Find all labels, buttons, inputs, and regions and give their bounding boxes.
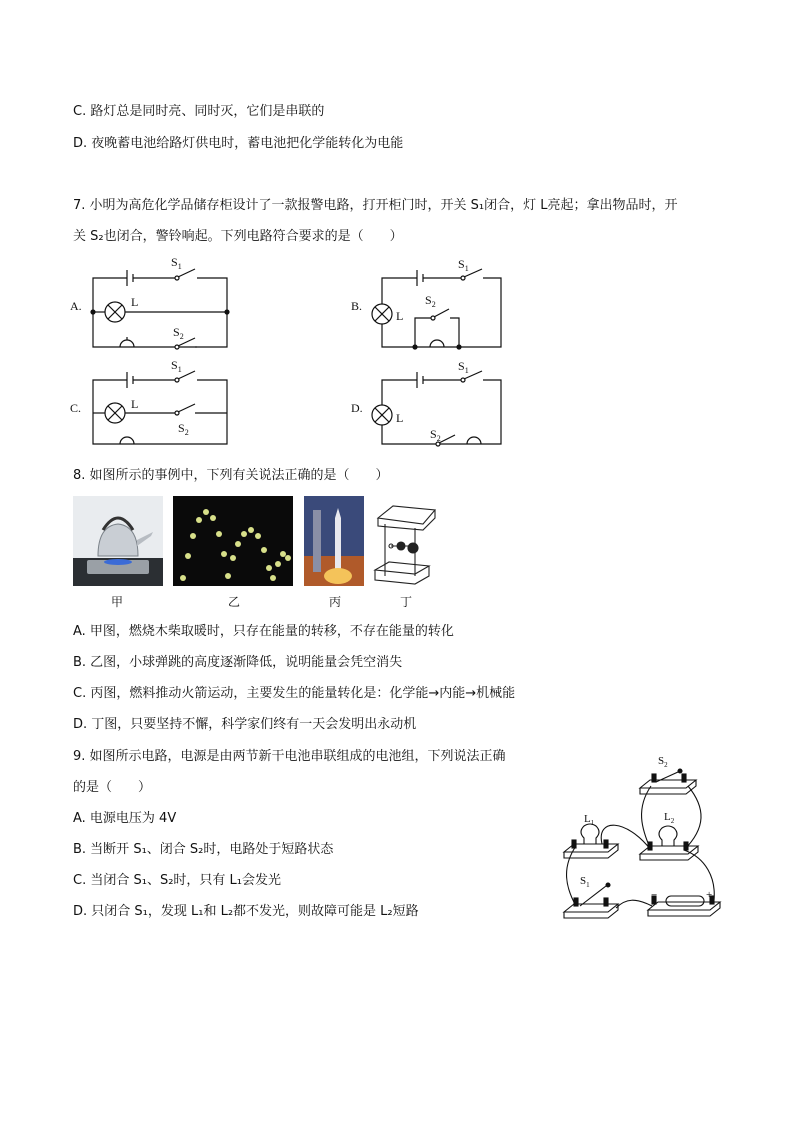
circuit-c-s2-label: $S_2$ <box>178 421 189 437</box>
q9-option-a: A. 电源电压为 4V <box>73 811 177 826</box>
q9-stem-line1: 9. 如图所示电路，电源是由两节新干电池串联组成的电池组，下列说法正确 <box>73 749 506 764</box>
circuit-b-label: B. <box>351 299 363 313</box>
q7-stem-line1: 7. 小明为高危化学品储存柜设计了一款报警电路，打开柜门时，开关 S₁闭合，灯 L亮起；拿出物品时，开 <box>73 198 678 213</box>
circuit-b-lamp-label: L <box>396 309 404 323</box>
q8-option-c: C. 丙图，燃料推动火箭运动，主要发生的能量转化是：化学能→内能→机械能 <box>73 686 516 701</box>
q9-option-d: D. 只闭合 S₁，发现 L₁和 L₂都不发光，则故障可能是 L₂短路 <box>73 904 419 919</box>
circuit-b <box>372 269 501 349</box>
caption-yi: 乙 <box>227 595 240 609</box>
fig9-l1-label: $L_1$ <box>584 813 595 827</box>
image-bing-rocket-launch <box>304 496 364 586</box>
circuit-b-s2-label: $S_2$ <box>425 293 436 309</box>
circuit-d-lamp-label: L <box>396 411 404 425</box>
q8-option-b: B. 乙图，小球弹跳的高度逐渐降低，说明能量会凭空消失 <box>73 655 403 670</box>
q8-option-a: A. 甲图，燃烧木柴取暖时，只存在能量的转移，不存在能量的转化 <box>73 624 454 639</box>
circuit-d-label: D. <box>351 401 363 415</box>
circuit-c-label: C. <box>70 401 82 415</box>
circuit-b-s1-label: $S_1$ <box>458 257 469 273</box>
fig9-minus-label: − <box>651 889 658 901</box>
circuit-a-lamp-label: L <box>131 295 139 309</box>
caption-jia: 甲 <box>110 595 123 609</box>
circuit-d-s1-label: $S_1$ <box>458 359 469 375</box>
circuit-c <box>93 371 227 444</box>
q9-option-b: B. 当断开 S₁、闭合 S₂时，电路处于短路状态 <box>73 842 334 857</box>
fig9-s2-label: $S_2$ <box>658 755 668 769</box>
circuit-d-s2-label: $S_2$ <box>430 427 441 443</box>
caption-bing: 丙 <box>328 595 341 609</box>
q9-stem-line2: 的是（ ） <box>73 780 152 795</box>
q8-stem: 8. 如图所示的事例中，下列有关说法正确的是（ ） <box>73 468 389 483</box>
q8-option-d: D. 丁图，只要坚持不懈，科学家们终有一天会发明出永动机 <box>73 717 417 732</box>
fig9-l2-label: $L_2$ <box>664 811 675 825</box>
circuit-a-s2-label: $S_2$ <box>173 325 184 341</box>
circuit-c-s1-label: $S_1$ <box>171 358 182 374</box>
q8-images <box>73 496 443 588</box>
circuit-a-label: A. <box>70 299 82 313</box>
image-jia-kettle-stove <box>73 496 163 586</box>
fig9-s1-label: $S_1$ <box>580 875 590 889</box>
image-ding-perpetual-machine <box>375 506 435 584</box>
circuit-c-lamp-label: L <box>131 397 139 411</box>
fig9-plus-label: + <box>706 889 713 901</box>
q9-option-c: C. 当闭合 S₁、S₂时，只有 L₁会发光 <box>73 873 281 888</box>
q6-option-c: C. 路灯总是同时亮、同时灭，它们是串联的 <box>73 104 325 119</box>
circuit-a-s1-label: $S_1$ <box>171 255 182 271</box>
circuit-a <box>91 269 229 349</box>
image-yi-bouncing-ball <box>173 496 293 586</box>
q7-stem-line2: 关 S₂也闭合，警铃响起。下列电路符合要求的是（ ） <box>73 229 403 244</box>
q9-physical-circuit <box>556 748 726 926</box>
caption-ding: 丁 <box>399 595 412 609</box>
q6-option-d: D. 夜晚蓄电池给路灯供电时，蓄电池把化学能转化为电能 <box>73 136 404 151</box>
q7-circuit-options <box>65 252 525 460</box>
